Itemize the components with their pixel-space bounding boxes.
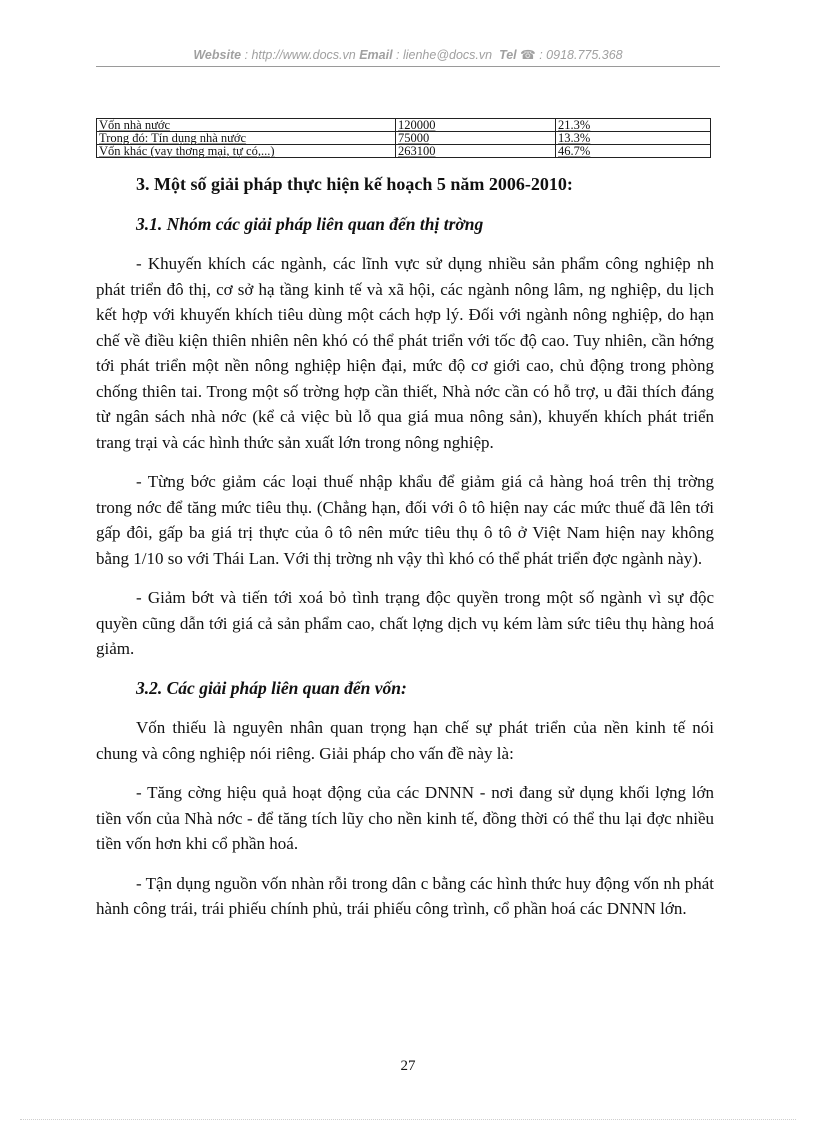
website-value[interactable]: http://www.docs.vn <box>251 48 356 62</box>
page-number: 27 <box>400 1058 416 1074</box>
table-row <box>97 132 711 145</box>
tel-value: : 0918.775.368 <box>539 48 623 62</box>
table-cell: 75000 <box>396 132 556 145</box>
table-cell: Vốn khác (vay thơng mại, tự có,...) <box>97 145 396 158</box>
email-value[interactable]: : lienhe@docs.vn <box>396 48 493 62</box>
section-3-heading: 3. Một số giải pháp thực hiện kế hoạch 5 năm 2006-2010: <box>136 174 573 194</box>
table-row <box>97 119 711 132</box>
paragraph: - Tận dụng nguồn vốn nhàn rỗi trong dân c bằng các hình thức huy động vốn nh phát hành công trái, trái phiếu chính phủ, trái phiếu công trình, cổ phần hoá các DNNN lớn. <box>96 873 714 918</box>
header-divider <box>96 66 720 67</box>
email-label: Email <box>359 48 393 62</box>
table-cell: 120000 <box>396 119 556 132</box>
tel-label: Tel <box>499 48 517 62</box>
paragraph: - Khuyến khích các ngành, các lĩnh vực sử dụng nhiều sản phẩm công nghiệp nh phát triển đô thị, cơ sở hạ tầng kinh tế và xã hội, các ngành nông lâm, ng nghiệp, du lịch kết hợp với khuyến khích tiêu dùng một cách hợp lý. Đối với ngành nông nghiệp, do hạn chế về điều kiện thiên nhiên nên khó có thể phát triển với tốc độ cao. Tuy nhiên, cần hớng tới phát triển một nền nông nghiệp hiện đại, mức độ cơ giới cao, chủ động trong phòng chống thiên tai. Trong một số trờng hợp cần thiết, Nhà nớc cần có hỗ trợ, u đãi thích đáng từ ngân sách nhà nớc (kể cả việc bù lỗ qua giá mua nông sản), khuyến khích phát triển trang trại và các hình thức sản xuất lớn trong nông nghiệp. <box>96 254 714 452</box>
footer-divider <box>20 1119 796 1120</box>
paragraph: - Tăng cờng hiệu quả hoạt động của các DNNN - nơi đang sử dụng khối lợng lớn tiền vốn của Nhà nớc - để tăng tích lũy cho nền kinh tế, đồng thời có thể thu lại đợc nhiều tiền vốn hơn khi cổ phần hoá. <box>96 783 714 853</box>
website-label: Website <box>193 48 242 62</box>
table-row <box>97 145 711 158</box>
capital-table <box>96 118 711 158</box>
paragraph: Vốn thiếu là nguyên nhân quan trọng hạn chế sự phát triển của nền kinh tế nói chung và công nghiệp nói riêng. Giải pháp cho vấn đề này là: <box>96 718 714 763</box>
document-body <box>96 172 714 936</box>
table-cell: 46.7% <box>556 145 711 158</box>
table-cell: 263100 <box>396 145 556 158</box>
paragraph: - Từng bớc giảm các loại thuế nhập khẩu để giảm giá cả hàng hoá trên thị trờng trong nớc để tăng mức tiêu thụ. (Chẳng hạn, đối với ô tô hiện nay các mức thuế đã lên tới gấp đôi, gấp ba giá trị thực của ô tô nên mức tiêu thụ ô tô ở Việt Nam hiện nay không bằng 1/10 so với Thái Lan. Với thị trờng nh vậy thì khó có thể phát triển đợc ngành này). <box>96 472 714 568</box>
table-cell: Trong đó: Tín dụng nhà nước <box>97 132 396 145</box>
table-cell: Vốn nhà nước <box>97 119 396 132</box>
table-cell: 13.3% <box>556 132 711 145</box>
paragraph: - Giảm bớt và tiến tới xoá bỏ tình trạng độc quyền trong một số ngành vì sự độc quyền cũng dẫn tới giá cả sản phẩm cao, chất lợng dịch vụ kém làm sức tiêu thụ hàng hoá giảm. <box>96 588 714 658</box>
phone-icon: ☎ <box>520 48 536 62</box>
page-header: Website : http://www.docs.vn Email : lienhe@docs.vn Tel ☎ : 0918.775.368 <box>193 48 623 62</box>
table-cell: 21.3% <box>556 119 711 132</box>
section-3-2-heading: 3.2. Các giải pháp liên quan đến vốn: <box>136 677 407 698</box>
section-3-1-heading: 3.1. Nhóm các giải pháp liên quan đến thị trờng <box>136 213 484 234</box>
